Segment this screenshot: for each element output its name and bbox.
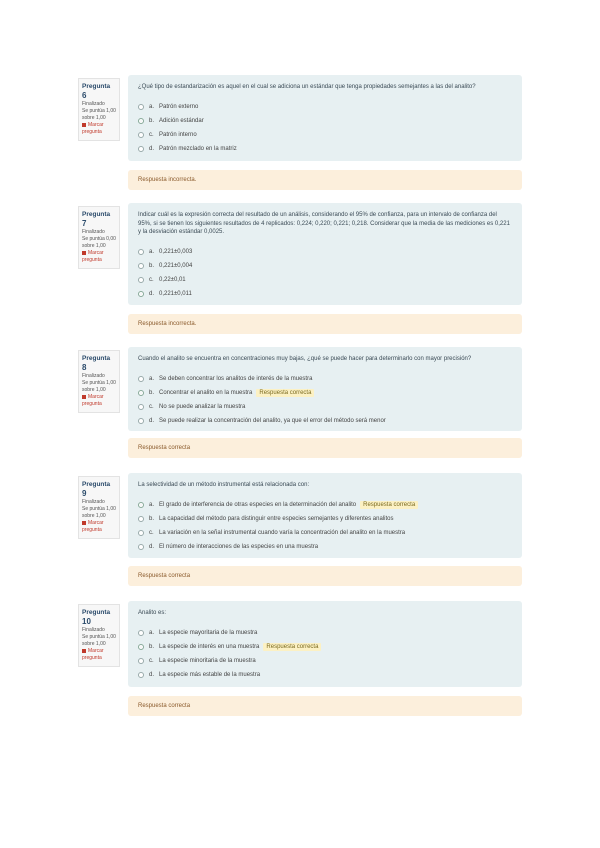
radio-button[interactable]	[138, 672, 144, 678]
answer-option[interactable]: b. Concentrar el analito en la muestra Respuesta correcta	[138, 386, 512, 400]
radio-button[interactable]	[138, 277, 144, 283]
correct-answer-badge: Respuesta correcta	[360, 501, 418, 509]
radio-button[interactable]	[138, 390, 144, 396]
flag-icon	[82, 251, 86, 255]
question-text: Cuando el analito se encuentra en concentraciones muy bajas, ¿qué se puede hacer para determinarlo con mayor precisión?	[138, 356, 472, 362]
question-info-panel	[78, 78, 120, 141]
radio-button[interactable]	[138, 644, 144, 650]
question-status: Finalizado	[82, 229, 105, 235]
feedback-box: Respuesta incorrecta.	[128, 314, 522, 334]
radio-button[interactable]	[138, 658, 144, 664]
radio-button[interactable]	[138, 544, 144, 550]
radio-button[interactable]	[138, 418, 144, 424]
radio-button[interactable]	[138, 530, 144, 536]
answer-option[interactable]: a. Se deben concentrar los analitos de interés de la muestra	[138, 372, 512, 386]
answer-option[interactable]: d. Patrón mezclado en la matriz	[138, 142, 512, 156]
question-text: La selectividad de un método instrumental está relacionada con:	[138, 482, 310, 488]
question-score: Se puntúa 1,00 sobre 1,00	[82, 634, 116, 647]
radio-button[interactable]	[138, 630, 144, 636]
question-score: Se puntúa 1,00 sobre 1,00	[82, 506, 116, 519]
answer-option[interactable]: d. El número de interacciones de las especies en una muestra	[138, 540, 512, 554]
feedback-box: Respuesta correcta	[128, 566, 522, 586]
answer-option[interactable]: d. La especie más estable de la muestra	[138, 668, 512, 682]
radio-button[interactable]	[138, 516, 144, 522]
question-info-panel	[78, 604, 120, 667]
answer-option[interactable]: c. Patrón interno	[138, 128, 512, 142]
flag-question-link[interactable]: Marcar pregunta	[82, 520, 104, 533]
answer-option[interactable]: b. 0,221±0,004	[138, 259, 512, 273]
question-content	[128, 473, 522, 558]
question-info-panel	[78, 476, 120, 539]
question-content	[128, 347, 522, 431]
feedback-box: Respuesta correcta	[128, 696, 522, 716]
radio-button[interactable]	[138, 132, 144, 138]
radio-button[interactable]	[138, 263, 144, 269]
answer-option[interactable]: d. Se puede realizar la concentración del analito, ya que el error del método será menor	[138, 414, 512, 428]
question-status: Finalizado	[82, 627, 105, 633]
answer-option[interactable]: a. El grado de interferencia de otras especies en la determinación del analito Respuesta correcta	[138, 498, 512, 512]
answer-option[interactable]: c. La variación en la señal instrumental cuando varía la concentración del analito en la muestra	[138, 526, 512, 540]
question-info-panel	[78, 206, 120, 269]
radio-button[interactable]	[138, 502, 144, 508]
flag-question-link[interactable]: Marcar pregunta	[82, 394, 104, 407]
answer-option[interactable]: a. 0,221±0,003	[138, 245, 512, 259]
question-status: Finalizado	[82, 373, 105, 379]
flag-icon	[82, 395, 86, 399]
answer-option[interactable]: b. La especie de interés en una muestra Respuesta correcta	[138, 640, 512, 654]
answer-option[interactable]: a. La especie mayoritaria de la muestra	[138, 626, 512, 640]
question-content	[128, 203, 522, 305]
question-text: Indicar cuál es la expresión correcta del resultado de un análisis, considerando el 95% de confianza, para un intervalo de confianza del 95%, si se tienen los siguientes resultados de 4 replicados: 0,224; 0,220; 0,221; 0,218. Considerar que la media de las mediciones es 0,221 y la desviación estándar 0,0025.	[138, 212, 510, 235]
answer-option[interactable]: b. La capacidad del método para distinguir entre especies semejantes y diferentes analitos	[138, 512, 512, 526]
answer-option[interactable]: a. Patrón externo	[138, 100, 512, 114]
question-content	[128, 75, 522, 161]
flag-icon	[82, 521, 86, 525]
correct-answer-badge: Respuesta correcta	[263, 643, 321, 651]
radio-button[interactable]	[138, 249, 144, 255]
flag-question-link[interactable]: Marcar pregunta	[82, 122, 104, 135]
radio-button[interactable]	[138, 404, 144, 410]
answer-option[interactable]: d. 0,221±0,011	[138, 287, 512, 301]
correct-answer-badge: Respuesta correcta	[256, 389, 314, 397]
radio-button[interactable]	[138, 118, 144, 124]
question-number: Pregunta 6	[82, 83, 111, 100]
answer-option[interactable]: b. Adición estándar	[138, 114, 512, 128]
question-number: Pregunta 8	[82, 355, 111, 372]
question-info-panel	[78, 350, 120, 413]
question-text: Analito es:	[138, 610, 167, 616]
question-text: ¿Qué tipo de estandarización es aquel en el cual se adiciona un estándar que tenga propiedades semejantes a las del analito?	[138, 84, 476, 90]
feedback-box: Respuesta correcta	[128, 438, 522, 458]
flag-question-link[interactable]: Marcar pregunta	[82, 250, 104, 263]
question-number: Pregunta 9	[82, 481, 111, 498]
feedback-box: Respuesta incorrecta.	[128, 170, 522, 190]
question-number: Pregunta 7	[82, 211, 111, 228]
flag-question-link[interactable]: Marcar pregunta	[82, 648, 104, 661]
flag-icon	[82, 649, 86, 653]
radio-button[interactable]	[138, 291, 144, 297]
flag-icon	[82, 123, 86, 127]
radio-button[interactable]	[138, 104, 144, 110]
answer-option[interactable]: c. No se puede analizar la muestra	[138, 400, 512, 414]
question-score: Se puntúa 1,00 sobre 1,00	[82, 108, 116, 121]
radio-button[interactable]	[138, 146, 144, 152]
answer-option[interactable]: c. La especie minoritaria de la muestra	[138, 654, 512, 668]
question-score: Se puntúa 0,00 sobre 1,00	[82, 236, 116, 249]
answer-option[interactable]: c. 0,22±0,01	[138, 273, 512, 287]
question-status: Finalizado	[82, 499, 105, 505]
question-number: Pregunta 10	[82, 609, 111, 626]
question-content	[128, 601, 522, 687]
question-status: Finalizado	[82, 101, 105, 107]
question-score: Se puntúa 1,00 sobre 1,00	[82, 380, 116, 393]
radio-button[interactable]	[138, 376, 144, 382]
